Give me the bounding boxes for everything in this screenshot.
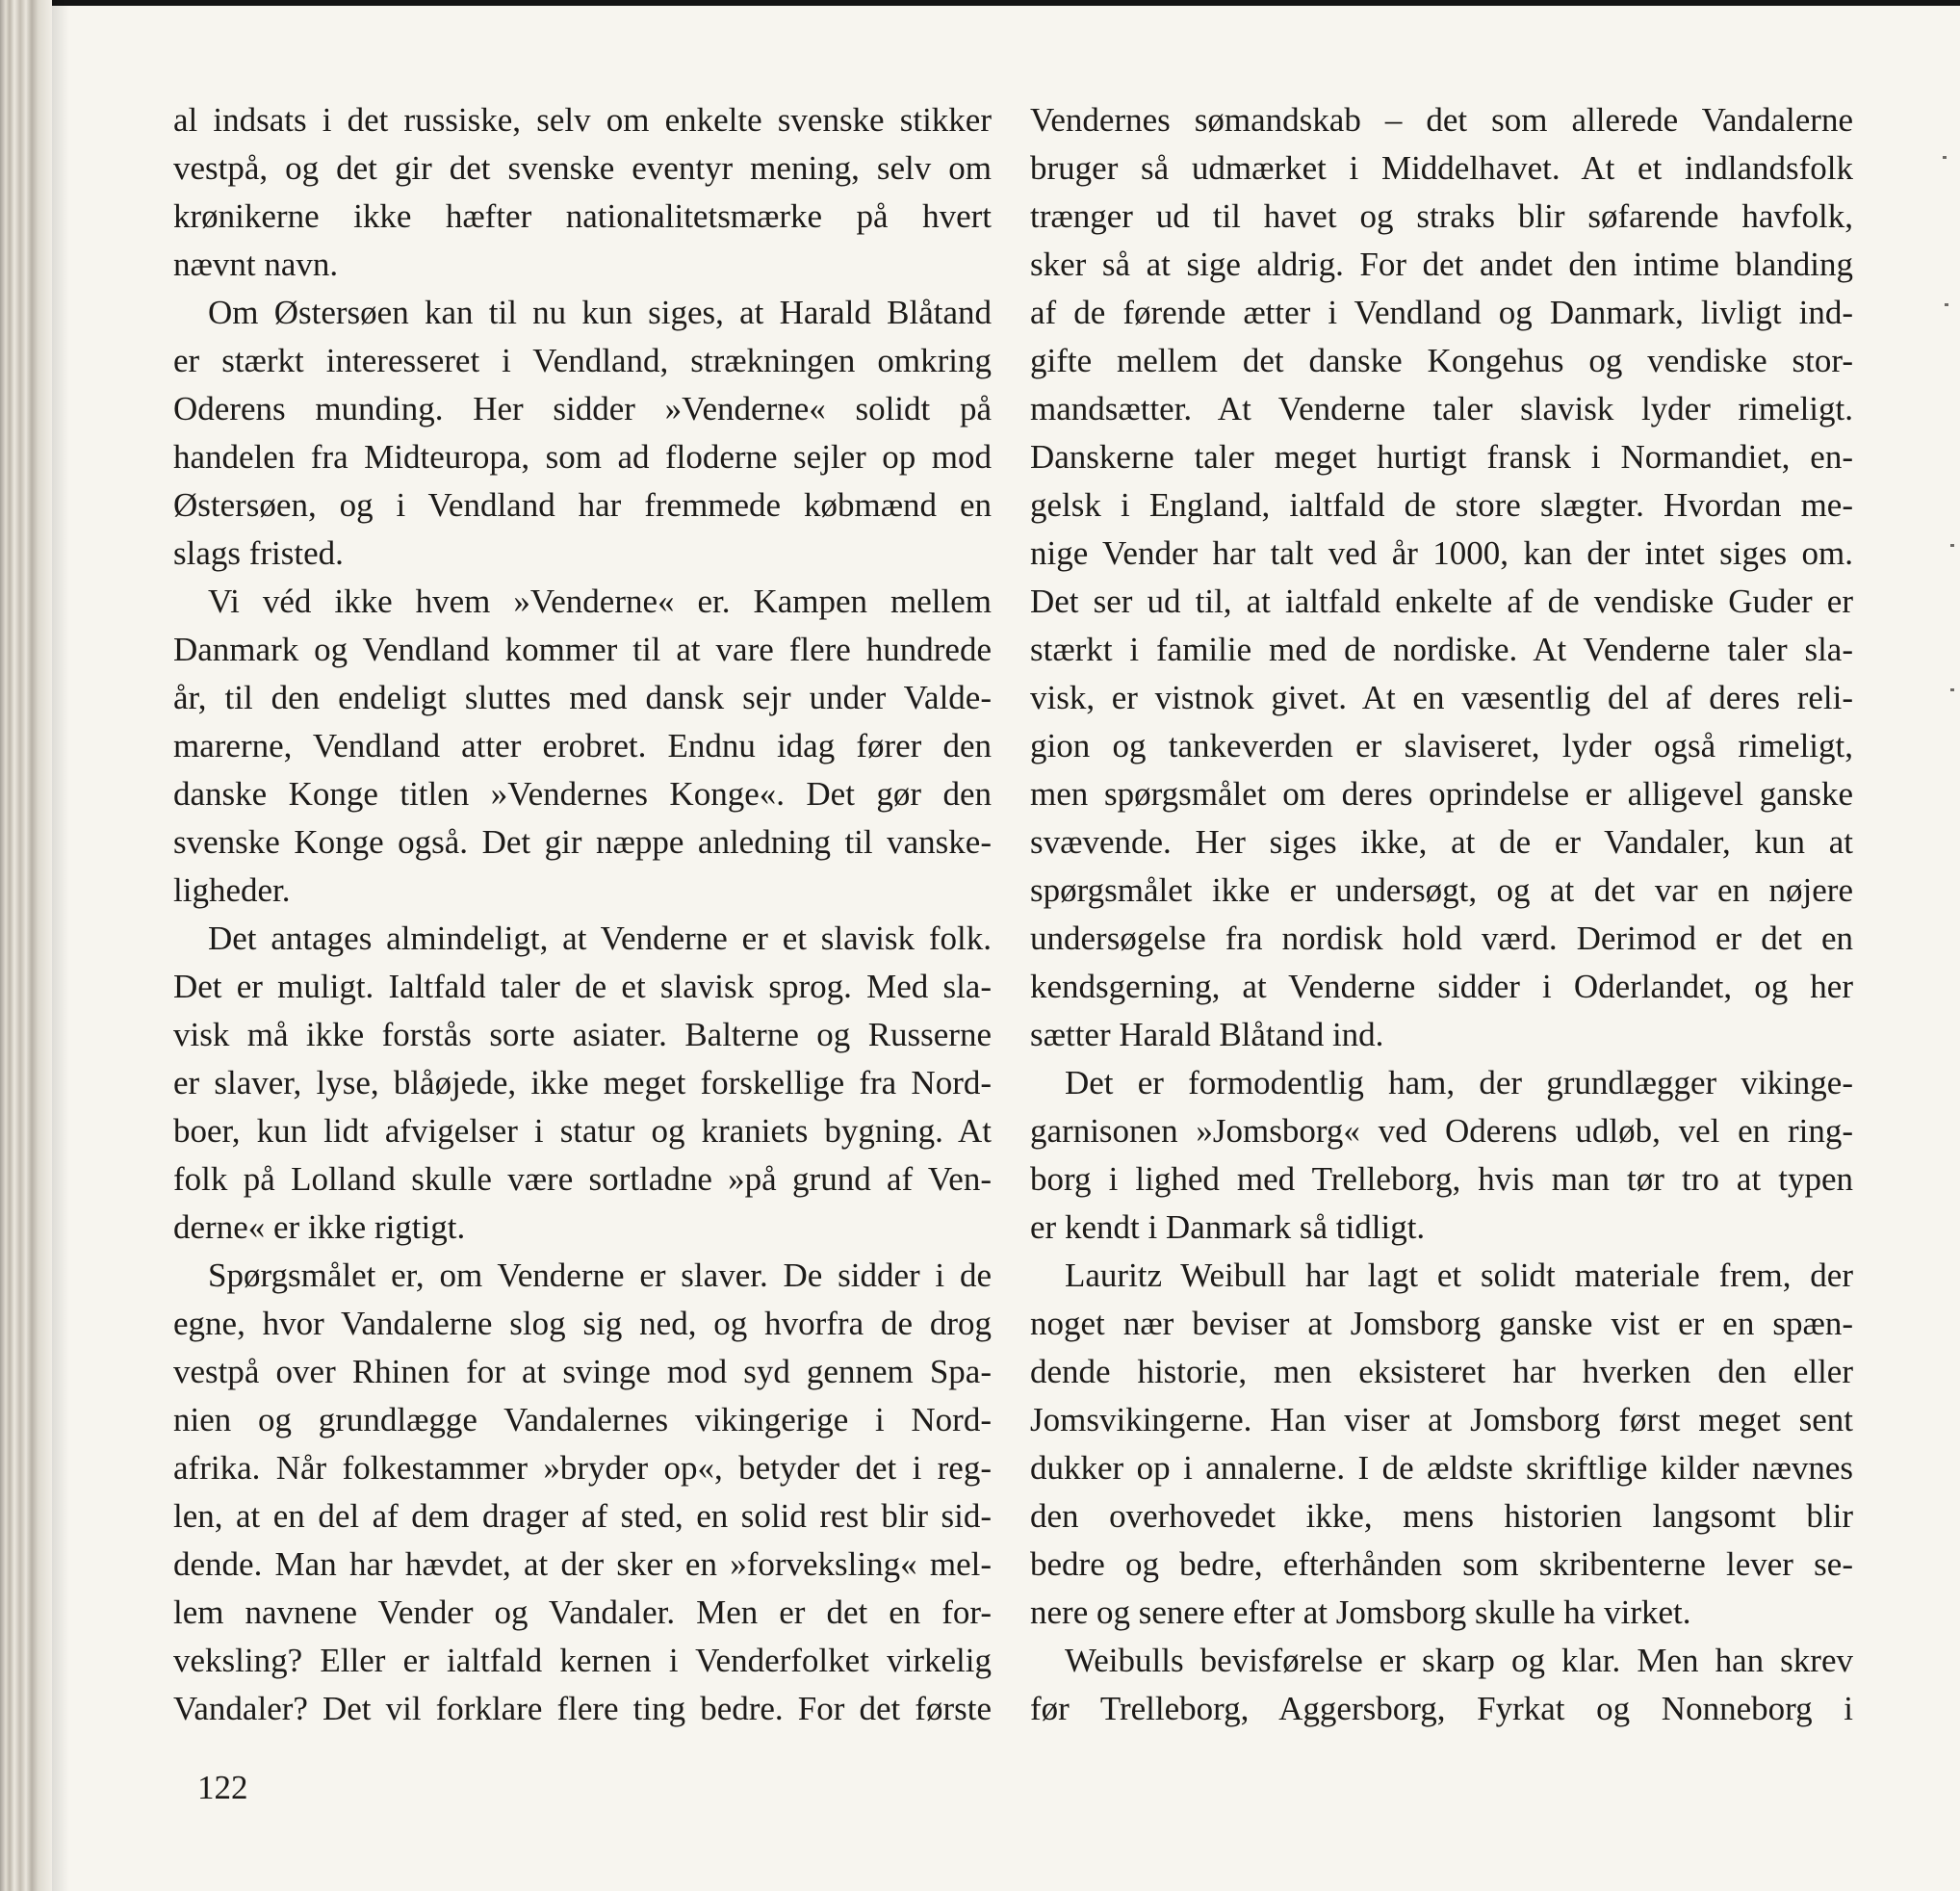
text-line: krønikerne ikke hæfter nationalitetsmærke på hvert bbox=[173, 197, 992, 235]
text-line: afrika. Når folkestammer »bryder op«, betyder det i reg- bbox=[173, 1449, 992, 1487]
margin-speck bbox=[1943, 156, 1947, 159]
text-line: Det er muligt. Ialtfald taler de et slavisk sprog. Med sla- bbox=[173, 968, 992, 1005]
right-text-column bbox=[1030, 96, 1853, 1733]
text-line: er slaver, lyse, blåøjede, ikke meget forskellige fra Nord- bbox=[173, 1064, 992, 1101]
text-line: er stærkt interesseret i Vendland, strækningen omkring bbox=[173, 342, 992, 379]
text-line: Weibulls bevisførelse er skarp og klar. Men han skrev bbox=[1065, 1642, 1853, 1679]
text-line: gion og tankeverden er slaviseret, lyder også rimeligt, bbox=[1030, 727, 1853, 764]
text-line: Oderens munding. Her sidder »Venderne« solidt på bbox=[173, 390, 992, 427]
text-line: marerne, Vendland atter erobret. Endnu idag fører den bbox=[173, 727, 992, 764]
text-line: nige Vender har talt ved år 1000, kan der intet siges om. bbox=[1030, 534, 1853, 572]
text-line: vestpå over Rhinen for at svinge mod syd gennem Spa- bbox=[173, 1353, 992, 1390]
text-line: kendsgerning, at Venderne sidder i Oderlandet, og her bbox=[1030, 968, 1853, 1005]
text-line: sker så at sige aldrig. For det andet den intime blanding bbox=[1030, 246, 1853, 283]
text-line: sætter Harald Blåtand ind. bbox=[1030, 1016, 1384, 1053]
text-line: Østersøen, og i Vendland har fremmede købmænd en bbox=[173, 486, 992, 524]
text-line: men spørgsmålet om deres oprindelse er alligevel ganske bbox=[1030, 775, 1853, 813]
text-line: Vendernes sømandskab – det som allerede Vandalerne bbox=[1030, 101, 1853, 139]
text-line: noget nær beviser at Jomsborg ganske vist er en spæn- bbox=[1030, 1305, 1853, 1342]
text-line: svævende. Her siges ikke, at de er Vandaler, kun at bbox=[1030, 823, 1853, 861]
text-line: Lauritz Weibull har lagt et solidt materiale frem, der bbox=[1065, 1256, 1853, 1294]
left-text-column bbox=[173, 96, 992, 1733]
text-line: undersøgelse fra nordisk hold værd. Derimod er det en bbox=[1030, 920, 1853, 957]
text-line: gifte mellem det danske Kongehus og vendiske stor- bbox=[1030, 342, 1853, 379]
text-line: handelen fra Midteuropa, som ad floderne sejler op mod bbox=[173, 438, 992, 476]
text-line: Det er formodentlig ham, der grundlægger vikinge- bbox=[1065, 1064, 1853, 1101]
text-line: slags fristed. bbox=[173, 534, 344, 572]
text-line: borg i lighed med Trelleborg, hvis man tør tro at typen bbox=[1030, 1160, 1853, 1198]
text-line: nere og senere efter at Jomsborg skulle ha virket. bbox=[1030, 1593, 1691, 1631]
page-top-edge bbox=[0, 0, 1960, 6]
text-line: af de førende ætter i Vendland og Danmark, livligt ind- bbox=[1030, 294, 1853, 331]
margin-speck bbox=[1945, 303, 1948, 306]
text-line: folk på Lolland skulle være sortladne »på grund af Ven- bbox=[173, 1160, 992, 1198]
text-line: vestpå, og det gir det svenske eventyr mening, selv om bbox=[173, 149, 992, 187]
page-gutter-shadow bbox=[52, 0, 69, 1891]
text-line: dende. Man har hævdet, at der sker en »forveksling« mel- bbox=[173, 1545, 992, 1583]
text-line: Vi véd ikke hvem »Venderne« er. Kampen mellem bbox=[208, 583, 992, 620]
text-line: nævnt navn. bbox=[173, 246, 339, 283]
text-line: svenske Konge også. Det gir næppe anledning til vanske- bbox=[173, 823, 992, 861]
text-line: mandsætter. At Venderne taler slavisk lyder rimeligt. bbox=[1030, 390, 1853, 427]
text-line: Danskerne taler meget hurtigt fransk i Normandiet, en- bbox=[1030, 438, 1853, 476]
text-line: visk må ikke forstås sorte asiater. Balterne og Russerne bbox=[173, 1016, 992, 1053]
text-line: dende historie, men eksisteret har hverken den eller bbox=[1030, 1353, 1853, 1390]
text-line: den overhovedet ikke, mens historien langsomt blir bbox=[1030, 1497, 1853, 1535]
margin-speck bbox=[1950, 688, 1954, 691]
text-line: derne« er ikke rigtigt. bbox=[173, 1208, 466, 1246]
text-line: Danmark og Vendland kommer til at vare flere hundrede bbox=[173, 631, 992, 668]
text-line: al indsats i det russiske, selv om enkelte svenske stikker bbox=[173, 101, 992, 139]
text-line: Om Østersøen kan til nu kun siges, at Harald Blåtand bbox=[208, 294, 992, 331]
text-line: garnisonen »Jomsborg« ved Oderens udløb, vel en ring- bbox=[1030, 1112, 1853, 1150]
text-line: veksling? Eller er ialtfald kernen i Venderfolket virkelig bbox=[173, 1642, 992, 1679]
text-line: Spørgsmålet er, om Venderne er slaver. De sidder i de bbox=[208, 1256, 992, 1294]
text-line: er kendt i Danmark så tidligt. bbox=[1030, 1208, 1426, 1246]
text-line: len, at en del af dem drager af sted, en solid rest blir sid- bbox=[173, 1497, 992, 1535]
text-line: Jomsvikingerne. Han viser at Jomsborg først meget sent bbox=[1030, 1401, 1853, 1438]
text-line: danske Konge titlen »Vendernes Konge«. Det gør den bbox=[173, 775, 992, 813]
text-line: bedre og bedre, efterhånden som skribenterne lever se- bbox=[1030, 1545, 1853, 1583]
margin-speck bbox=[1950, 544, 1954, 547]
text-line: Vandaler? Det vil forklare flere ting bedre. For det første bbox=[173, 1690, 992, 1727]
text-line: Det ser ud til, at ialtfald enkelte af de vendiske Guder er bbox=[1030, 583, 1853, 620]
text-line: ligheder. bbox=[173, 871, 291, 909]
text-line: før Trelleborg, Aggersborg, Fyrkat og Nonneborg i bbox=[1030, 1690, 1853, 1727]
text-line: år, til den endeligt sluttes med dansk sejr under Valde- bbox=[173, 679, 992, 716]
book-binding bbox=[0, 0, 52, 1891]
text-line: nien og grundlægge Vandalernes vikingerige i Nord- bbox=[173, 1401, 992, 1438]
text-line: egne, hvor Vandalerne slog sig ned, og hvorfra de drog bbox=[173, 1305, 992, 1342]
text-line: boer, kun lidt afvigelser i statur og kraniets bygning. At bbox=[173, 1112, 992, 1150]
text-line: bruger så udmærket i Middelhavet. At et indlandsfolk bbox=[1030, 149, 1853, 187]
text-line: spørgsmålet ikke er undersøgt, og at det var en nøjere bbox=[1030, 871, 1853, 909]
page-number: 122 bbox=[197, 1769, 248, 1806]
text-line: dukker op i annalerne. I de ældste skriftlige kilder nævnes bbox=[1030, 1449, 1853, 1487]
text-line: visk, er vistnok givet. At en væsentlig del af deres reli- bbox=[1030, 679, 1853, 716]
text-line: trænger ud til havet og straks blir søfarende havfolk, bbox=[1030, 197, 1853, 235]
text-line: gelsk i England, ialtfald de store slægter. Hvordan me- bbox=[1030, 486, 1853, 524]
text-line: Det antages almindeligt, at Venderne er et slavisk folk. bbox=[208, 920, 992, 957]
text-line: lem navnene Vender og Vandaler. Men er det en for- bbox=[173, 1593, 992, 1631]
text-line: stærkt i familie med de nordiske. At Venderne taler sla- bbox=[1030, 631, 1853, 668]
